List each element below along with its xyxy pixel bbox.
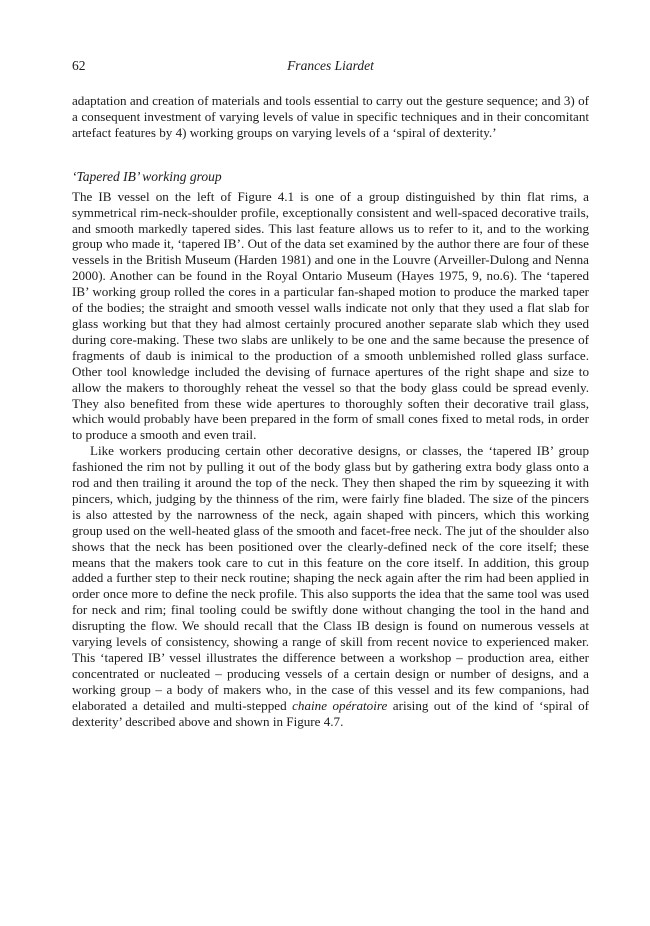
page-number: 62 xyxy=(72,58,86,73)
italic-term: chaine opératoire xyxy=(292,697,388,713)
paragraph-2-text-a: Like workers producing certain other decorative designs, or classes, the ‘tapered IB’ group fashioned the rim not by pulling it out of the body glass but by gathering extra body glass onto a rod and then trailing it around the top of the neck. They then shaped the rim by squeezing it with pincers, which, judging by the thinness of the rim, were fairly fine bladed. The size of the pincers is also attested by the narrowness of the neck, again shaped with pincers, which this working group used on the well-heated glass of the smooth and facet-free neck. The jut of the shoulder also shows that the neck has been positioned over the clearly-defined neck of the core itself; these means that the makers took care to cut in this feature on the core itself. In addition, this group added a further step to their neck routine; shaping the neck again after the rim had been applied in order once more to define the neck profile. This also supports the idea that the same tool was used for neck and rim; final tooling could be swiftly done without changing the tool in the hand and disrupting the flow. We should recall that the Class IB design is found on numerous vessels at varying levels of consistency, showing a range of skill from recent novice to experienced maker. This ‘tapered IB’ vessel illustrates the difference between a workshop – production area, either concentrated or nucleated – producing vessels of a certain design or number of designs, and a working group – a body of makers who, in the case of this vessel and its few companions, had elaborated a detailed and multi-stepped xyxy=(72,443,589,713)
book-page xyxy=(72,56,589,730)
paragraph-2-text-b: arising out of the kind of ‘spiral of dexterity’ described above and shown in Figure 4.7. xyxy=(72,697,589,729)
intro-paragraph: adaptation and creation of materials and tools essential to carry out the gesture sequence; and 3) of a consequent investment of varying levels of value in specific techniques and in their concomitant artefact features by 4) working groups on varying levels of a ‘spiral of dexterity.’ xyxy=(72,93,589,140)
running-head xyxy=(72,56,589,76)
running-head-author: Frances Liardet xyxy=(287,58,374,73)
body-paragraph-1: The IB vessel on the left of Figure 4.1 is one of a group distinguished by thin flat rims, a symmetrical rim-neck-shoulder profile, exceptionally consistent and well-spaced decorative trails, and smooth markedly tapered sides. This last feature allows us to refer to it, and to the working group who made it, ‘tapered IB’. Out of the data set examined by the author there are four of these vessels in the British Museum (Harden 1981) and one in the Louvre (Arveiller-Dulong and Nenna 2000). Another can be found in the Royal Ontario Museum (Hayes 1975, 9, no.6). The ‘tapered IB’ working group rolled the cores in a particular fan-shaped motion to produce the marked taper of the bodies; the straight and smooth vessel walls indicate not only that they used a flat slab for glass working but that they had almost certainly procured another separate slab which they used during core-making. These two slabs are unlikely to be one and the same because the presence of fragments of daub is inimical to the production of a smooth unblemished rolled glass surface. Other tool knowledge included the devising of furnace apertures of the right shape and size to allow the makers to thoroughly reheat the vessel so that the body glass could be spread evenly. They also benefited from these wide apertures to thoroughly soften their decorative trail glass, which would probably have been prepared in the form of small cones fixed to metal rods, in order to produce a smooth and even trail. xyxy=(72,188,589,443)
body-paragraph-2 xyxy=(72,443,589,729)
section-heading: ‘Tapered IB’ working group xyxy=(72,168,222,184)
